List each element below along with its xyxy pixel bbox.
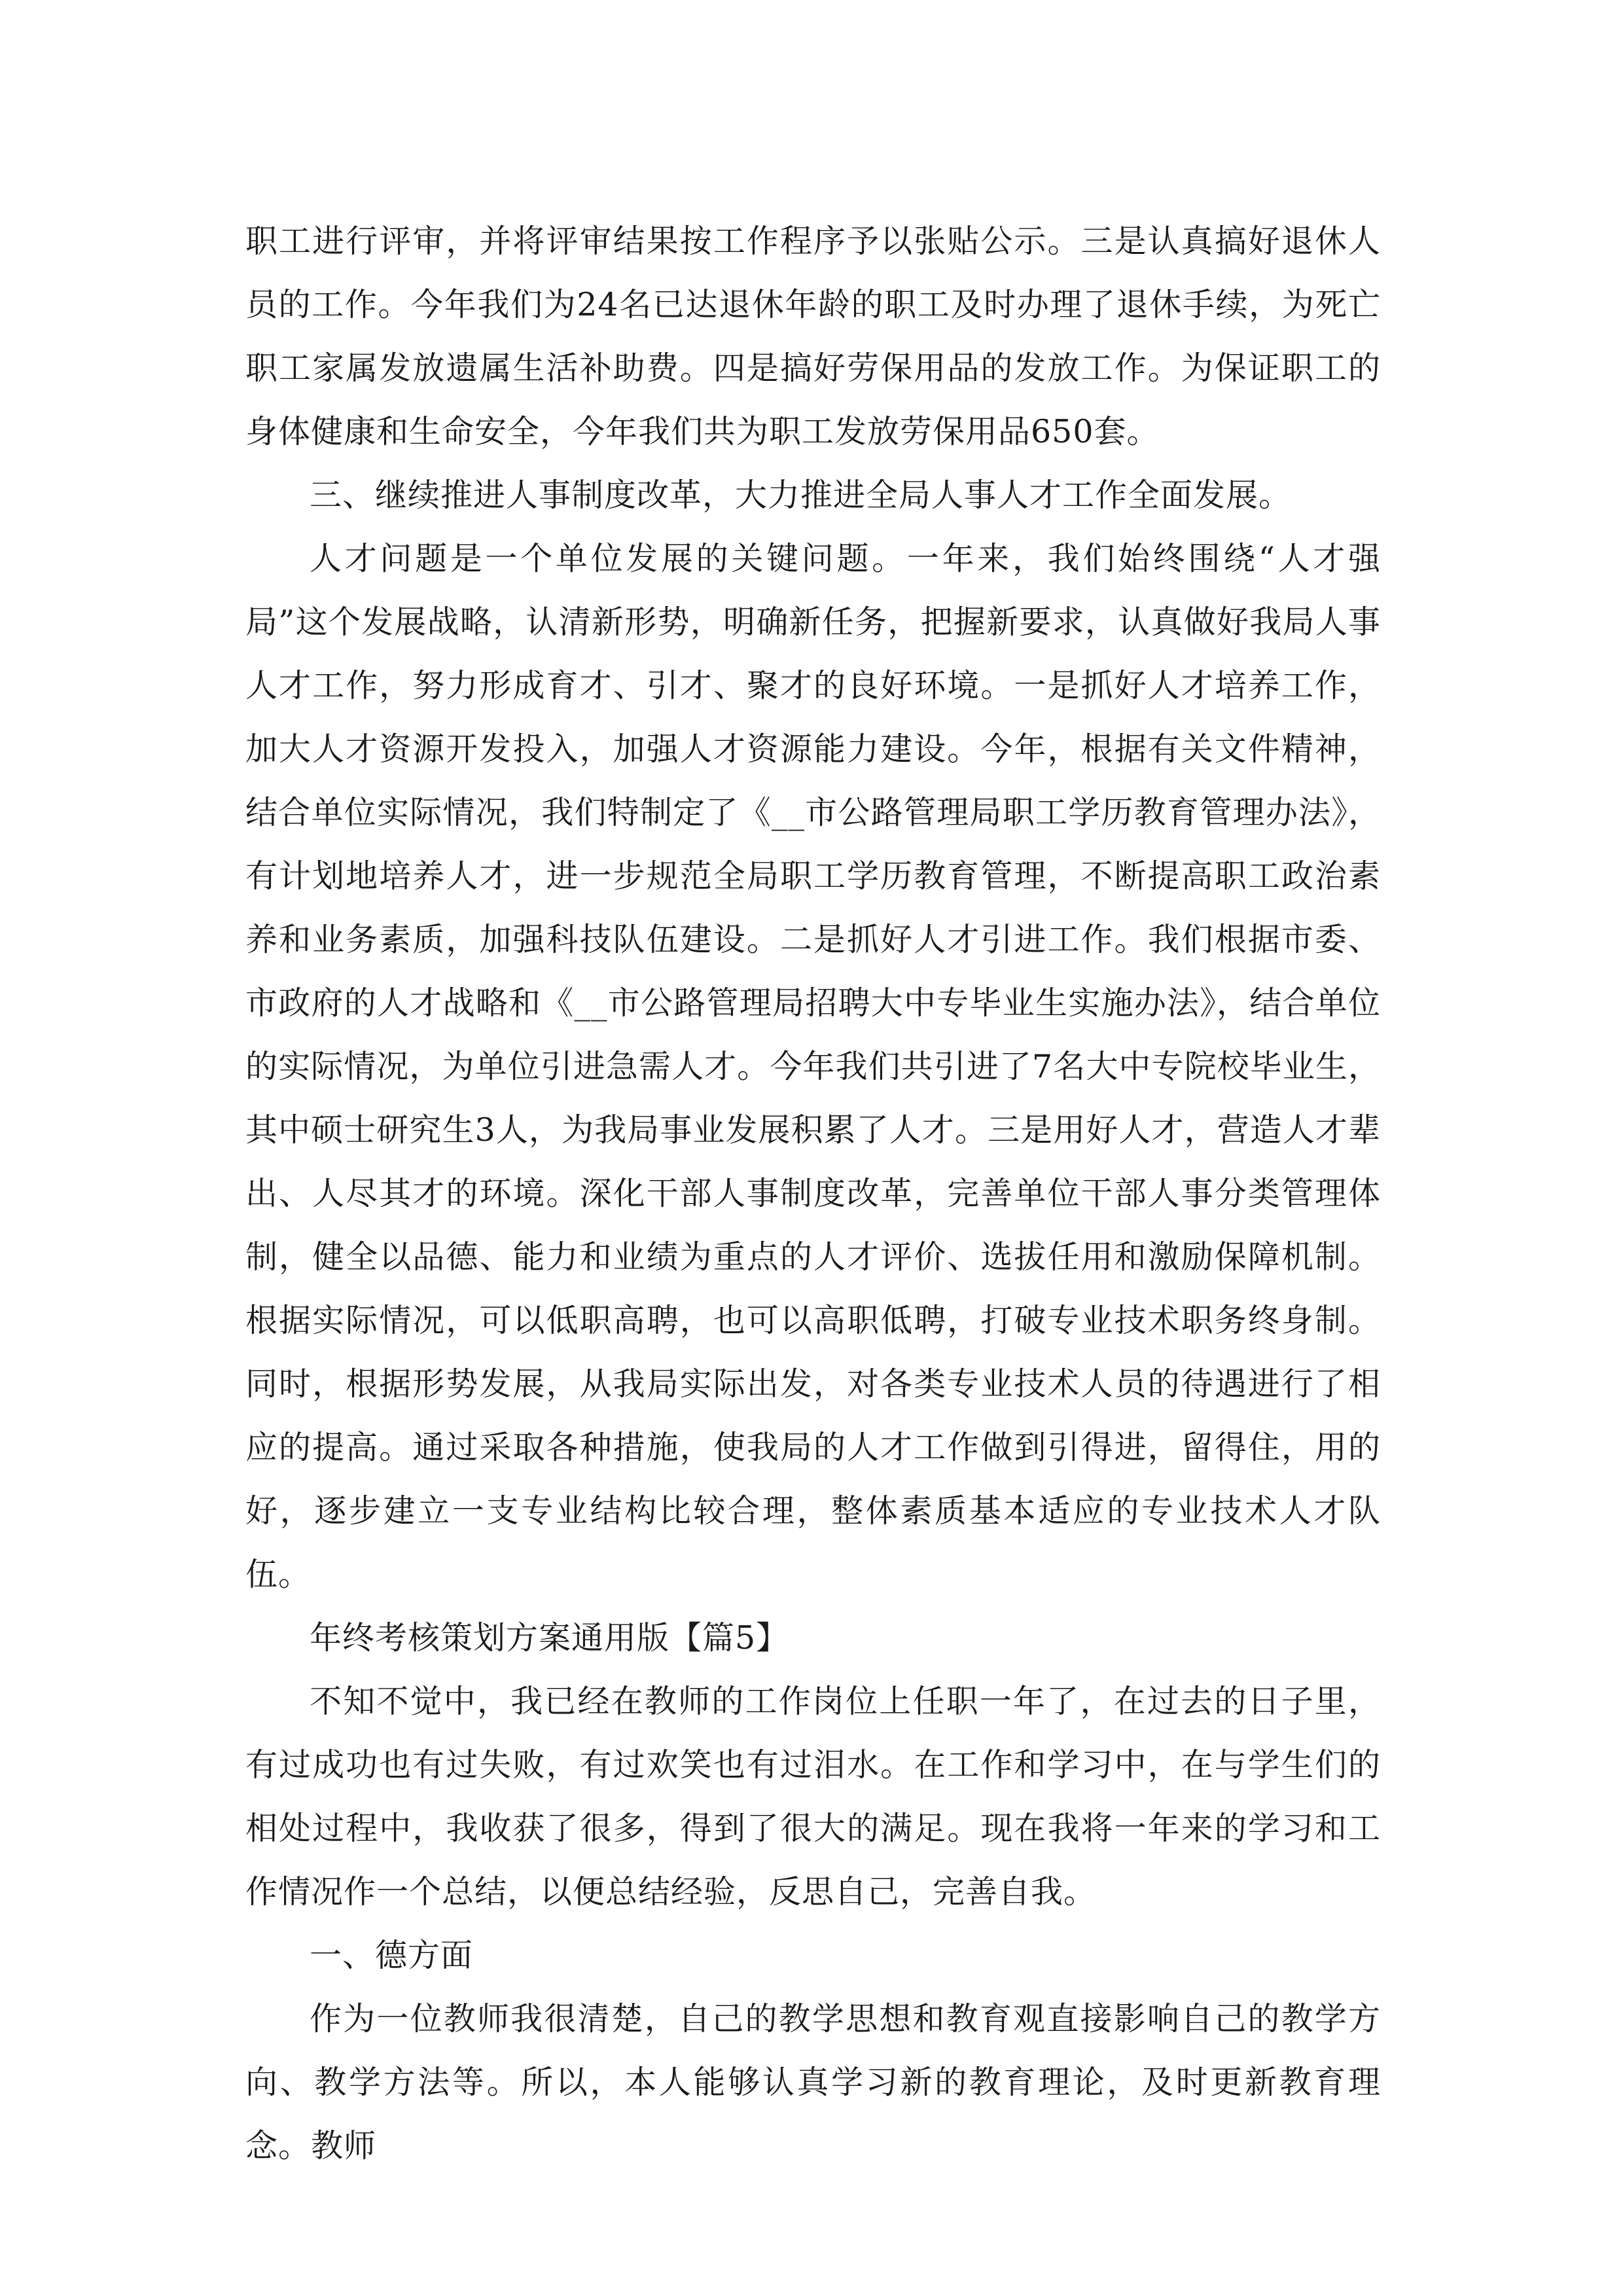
article-title-part-5: 年终考核策划方案通用版【篇5】 (310, 1619, 789, 1657)
section-heading-morality: 一、德方面 (310, 1937, 474, 1974)
paragraph-teacher-intro: 不知不觉中，我已经在教师的工作岗位上任职一年了，在过去的日子里，有过成功也有过失败，有过欢笑也有过泪水。在工作和学习中，在与学生们的相处过程中，我收获了很多，得到了很大的满足。现在我将一年来的学习和工作情况作一个总结，以便总结经验，反思自己，完善自我。 (245, 1683, 1381, 1910)
paragraph-talent: 人才问题是一个单位发展的关键问题。一年来，我们始终围绕“人才强局”这个发展战略，认清新形势，明确新任务，把握新要求，认真做好我局人事人才工作，努力形成育才、引才、聚才的良好环境。一是抓好人才培养工作，加大人才资源开发投入，加强人才资源能力建设。今年，根据有关文件精神，结合单位实际情况，我们特制定了《__市公路管理局职工学历教育管理办法》，有计划地培养人才，进一步规范全局职工学历教育管理，不断提高职工政治素养和业务素质，加强科技队伍建设。二是抓好人才引进工作。我们根据市委、市政府的人才战略和《__市公路管理局招聘大中专毕业生实施办法》，结合单位的实际情况，为单位引进急需人才。今年我们共引进了7名大中专院校毕业生，其中硕士研究生3人，为我局事业发展积累了人才。三是用好人才，营造人才辈出、人尽其才的环境。深化干部人事制度改革，完善单位干部人事分类管理体制，健全以品德、能力和业绩为重点的人才评价、选拔任用和激励保障机制。根据实际情况，可以低职高聘，也可以高职低聘，打破专业技术职务终身制。同时，根据形势发展，从我局实际出发，对各类专业技术人员的待遇进行了相应的提高。通过采取各种措施，使我局的人才工作做到引得进，留得住，用的好，逐步建立一支专业结构比较合理，整体素质基本适应的专业技术人才队伍。 (245, 540, 1381, 1593)
paragraph-teaching-philosophy: 作为一位教师我很清楚，自己的教学思想和教育观直接影响自己的教学方向、教学方法等。所以，本人能够认真学习新的教育理论，及时更新教育理念。教师 (245, 2000, 1381, 2164)
paragraph-staff-welfare: 职工进行评审，并将评审结果按工作程序予以张贴公示。三是认真搞好退休人员的工作。今年我们为24名已达退休年龄的职工及时办理了退休手续，为死亡职工家属发放遗属生活补助费。四是搞好劳保用品的发放工作。为保证职工的身体健康和生命安全，今年我们共为职工发放劳保用品650套。 (245, 223, 1381, 450)
section-heading-personnel-reform: 三、继续推进人事制度改革，大力推进全局人事人才工作全面发展。 (310, 476, 1292, 514)
document-body (245, 209, 1381, 2178)
